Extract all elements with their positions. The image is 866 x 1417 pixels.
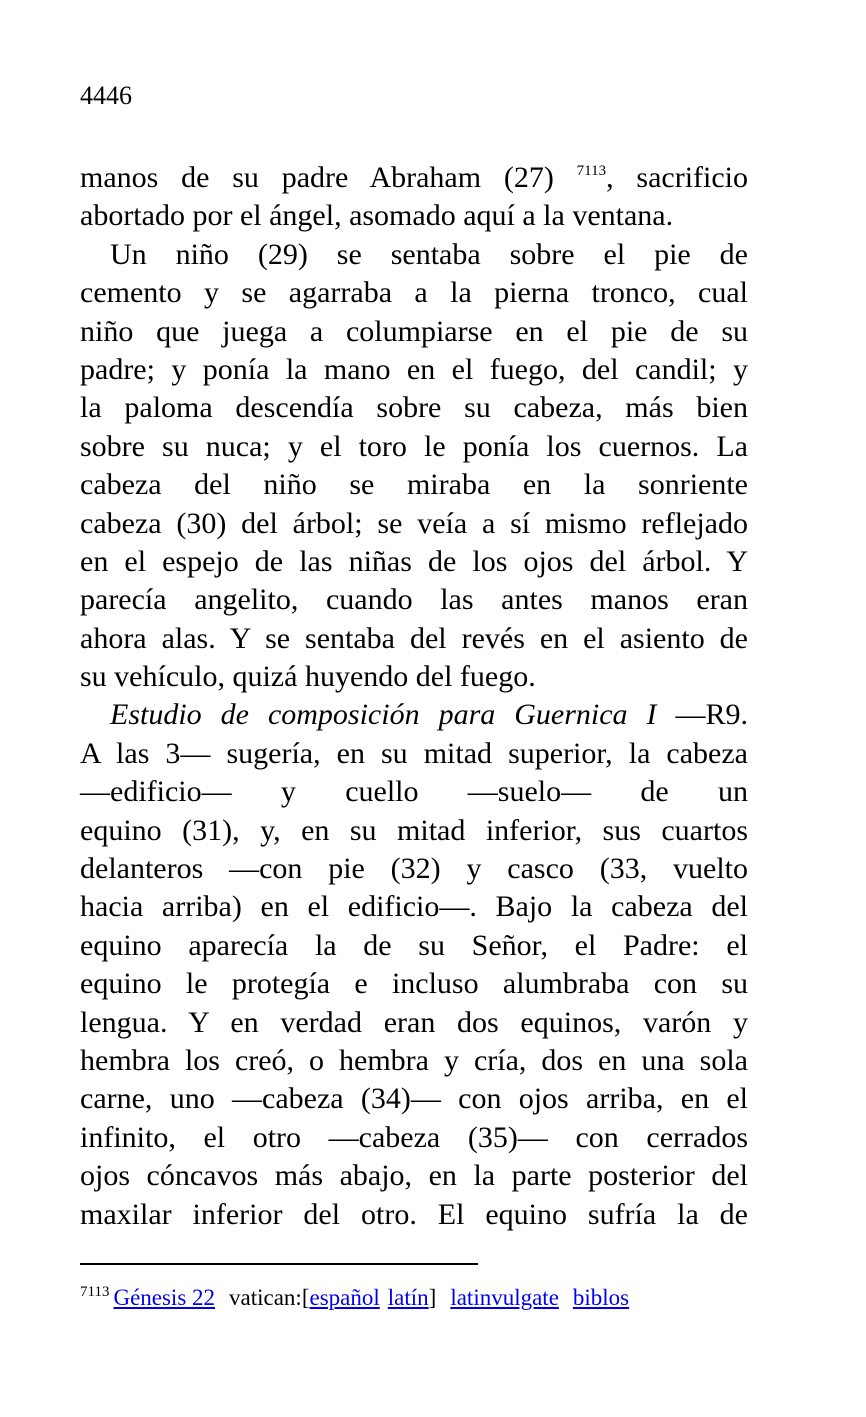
footnote-divider xyxy=(80,1263,478,1265)
page-number: 4446 xyxy=(80,81,132,110)
text-line: niño que juega a columpiarse en el pie de su xyxy=(80,314,748,348)
genesis-22-link[interactable]: Génesis 22 xyxy=(113,1285,216,1310)
text-line: maxilar inferior del otro. El equino sufría la de xyxy=(80,1197,748,1231)
text-line: padre; y ponía la mano en el fuego, del candil; y xyxy=(80,352,748,386)
text-line: infinito, el otro —cabeza (35)— con cerrados xyxy=(80,1120,748,1154)
text-line: ojos cóncavos más abajo, en la parte posterior del xyxy=(80,1159,748,1193)
text-line: Estudio de composición para Guernica I —R9. xyxy=(110,698,748,732)
footnote xyxy=(80,1282,629,1314)
text-line: hacia arriba) en el edificio—. Bajo la cabeza del xyxy=(80,890,748,924)
vatican-label: vatican:[ xyxy=(229,1285,310,1310)
text-line: ahora alas. Y se sentaba del revés en el asiento de xyxy=(80,621,748,655)
vatican-close: ] xyxy=(428,1285,437,1310)
text-line: la paloma descendía sobre su cabeza, más bien xyxy=(80,391,748,425)
text-line: cabeza (30) del árbol; se veía a sí mismo reflejado xyxy=(80,506,748,540)
text-line: cabeza del niño se miraba en la sonriente xyxy=(80,468,748,502)
biblos-link[interactable]: biblos xyxy=(572,1285,630,1310)
text-line: hembra los creó, o hembra y cría, dos en una sola xyxy=(80,1043,748,1077)
espanol-link[interactable]: español xyxy=(309,1285,380,1310)
text-line: carne, uno —cabeza (34)— con ojos arriba, en el xyxy=(80,1082,748,1116)
text-line: sobre su nuca; y el toro le ponía los cuernos. La xyxy=(80,429,748,463)
artwork-title: Estudio de composición para Guernica I xyxy=(110,698,657,732)
latinvulgate-link[interactable]: latinvulgate xyxy=(450,1285,559,1310)
text-line: cemento y se agarraba a la pierna tronco, cual xyxy=(80,276,748,310)
text-line: equino aparecía la de su Señor, el Padre: el xyxy=(80,928,748,962)
text-line: Un niño (29) se sentaba sobre el pie de xyxy=(110,237,748,271)
latin-link[interactable]: latín xyxy=(387,1285,429,1310)
text-line: en el espejo de las niñas de los ojos del árbol. Y xyxy=(80,544,748,578)
text-line: su vehículo, quizá huyendo del fuego. xyxy=(80,660,536,694)
footnote-ref-7113[interactable]: 7113 xyxy=(576,163,607,179)
text-line: —edificio— y cuello —suelo— de un xyxy=(80,775,748,809)
text-line: parecía angelito, cuando las antes manos eran xyxy=(80,583,748,617)
text-line: equino le protegía e incluso alumbraba con su xyxy=(80,967,748,1001)
text-line: manos de su padre Abraham (27) $^{7113}$, sacrificio xyxy=(80,161,749,194)
body-text xyxy=(80,159,748,1234)
text-line: delanteros —con pie (32) y casco (33, vuelto xyxy=(80,852,748,886)
text-line: equino (31), y, en su mitad inferior, sus cuartos xyxy=(80,813,748,847)
text-line: A las 3— sugería, en su mitad superior, la cabeza xyxy=(80,736,748,770)
text-line: lengua. Y en verdad eran dos equinos, varón y xyxy=(80,1005,748,1039)
text-line: abortado por el ángel, asomado aquí a la ventana. xyxy=(80,199,674,233)
footnote-number: 7113 xyxy=(80,1284,110,1300)
